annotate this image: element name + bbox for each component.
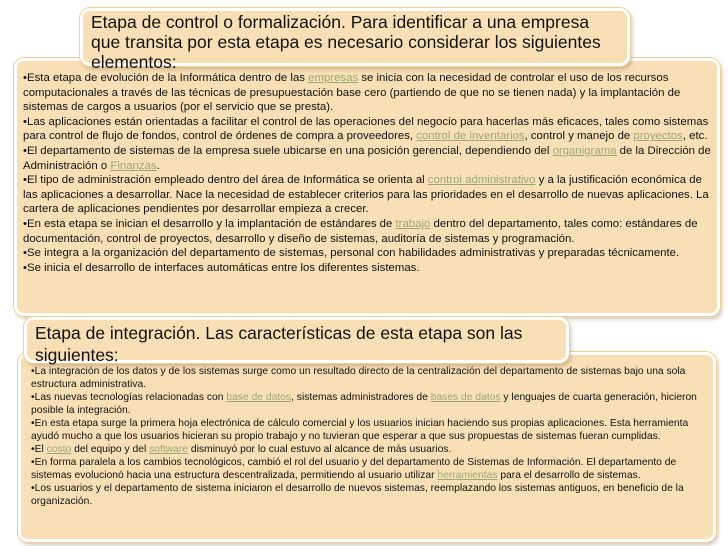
paragraph-text: dentro del departamento, tales como: estándares de documentación, control de proyectos, desarrollo y diseño de sistemas, auditoría de sistemas y programación. [23,217,698,245]
inline-link[interactable]: costo [46,444,72,456]
inline-link[interactable]: proyectos [633,130,683,143]
paragraph-text: •La integración de los datos y de los sistemas surge como un resultado directo de la centralización del departamento de sistemas bajo una sola estructura administrativa. [31,366,686,391]
paragraph-text: •En esta etapa se inician el desarrollo y la implantación de estándares de [23,217,396,230]
bullet-paragraph [23,115,711,144]
bullet-paragraph [23,173,711,217]
bullet-paragraph [23,217,711,246]
paragraph-text: , control y manejo de [524,130,634,143]
inline-link[interactable]: empresas [308,72,359,84]
bullet-paragraph [31,417,707,443]
paragraph-text: disminuyó por lo cual estuvo al alcance de más usuarios. [188,444,452,456]
paragraph-text: para el desarrollo de sistemas. [497,470,641,482]
inline-link[interactable]: organigrama [552,144,617,157]
paragraph-text: •Esta etapa de evolución de la Informática dentro de las [23,72,309,84]
paragraph-text: •En esta etapa surge la primera hoja electrónica de cálculo comercial y los usuarios inician haciendo sus propias aplicaciones. Esta herramienta ayudó mucho a que los usuarios hicieran su propio trabajo y no tuvieran que esperar a que sus propuestas de sistemas fueran cumplidas. [31,418,689,443]
inline-link[interactable]: trabajo [395,217,431,230]
paragraph-text: •En forma paralela a los cambios tecnológicos, cambió el rol del usuario y del departamento de Sistemas de Información. El departamento de sistemas evolucionó hacia una estructura descentralizada, permitiendo al usuario utilizar [31,457,677,482]
bullet-paragraph [23,261,711,276]
paragraph-text: se inicia con la necesidad de controlar el uso de los recursos computacionales a través de las técnicas de presupuestación base cero (partiendo de que no se tienen nada) y la implantación de sistemas de cargos a usuarios (por el servicio que se presta). [23,72,681,114]
bullet-paragraph [31,391,707,417]
inline-link[interactable]: bases de datos [430,392,501,404]
bullet-paragraph [23,144,711,173]
integration-stage-title: Etapa de integración. Las características de esta etapa son las siguientes: [24,317,569,363]
paragraph-text: de la Dirección de Administración o [23,144,711,172]
paragraph-text: •El [31,444,47,456]
paragraph-text: y lenguajes de cuarta generación, hicieron posible la integración. [31,392,697,417]
inline-link[interactable]: control de inventarios [416,130,525,143]
paragraph-text: •Se inicia el desarrollo de interfaces automáticas entre los diferentes sistemas. [23,261,420,274]
inline-link[interactable]: control administrativo [427,174,536,187]
paragraph-text: del equipo y del [71,444,150,456]
paragraph-text: •Los usuarios y el departamento de sistema iniciaron el desarrollo de nuevos sistemas, reemplazando los sistemas antiguos, en beneficio de la organización. [31,483,684,508]
inline-link[interactable]: Finanzas [110,159,157,172]
paragraph-text: . [156,159,160,172]
paragraph-text: •El tipo de administración empleado dentro del área de Informática se orienta al [23,174,428,187]
bullet-paragraph [31,482,707,508]
bullet-paragraph [23,246,711,261]
paragraph-text: •El departamento de sistemas de la empresa suele ubicarse en una posición gerencial, dependiendo del [23,144,553,157]
paragraph-text: •Las aplicaciones están orientadas a facilitar el control de las operaciones del negocio para hacerlas más eficaces, tales como sistemas para control de flujo de fondos, control de órdenes de compra a proveedores, [23,115,709,143]
bullet-paragraph [31,456,707,482]
integration-stage-list [31,365,707,509]
paragraph-text: , etc. [682,130,708,143]
inline-link[interactable]: base de datos [226,392,292,404]
inline-link[interactable]: herramientas [437,470,498,482]
bullet-paragraph [23,71,711,115]
paragraph-text: , sistemas administradores de [291,392,431,404]
control-stage-title: Etapa de control o formalización. Para identificar a una empresa que transita por esta etapa es necesario considerar los siguientes elementos: [80,8,630,66]
paragraph-text: y a la justificación económica de las aplicaciones a desarrollar. Nace la necesidad de establecer criterios para las prioridades en el desarrollo de nuevas aplicaciones. La cartera de aplicaciones pendientes por desarrollar empieza a crecer. [23,174,709,216]
inline-link[interactable]: software [149,444,189,456]
control-stage-content-box [14,58,720,316]
paragraph-text: •Las nuevas tecnologías relacionadas con [31,392,227,404]
bullet-paragraph [31,365,707,391]
integration-stage-content-box [18,352,716,542]
bullet-paragraph [31,443,707,456]
control-stage-list [23,71,711,275]
paragraph-text: •Se integra a la organización del departamento de sistemas, personal con habilidades administrativas y preparadas técnicamente. [23,247,680,260]
